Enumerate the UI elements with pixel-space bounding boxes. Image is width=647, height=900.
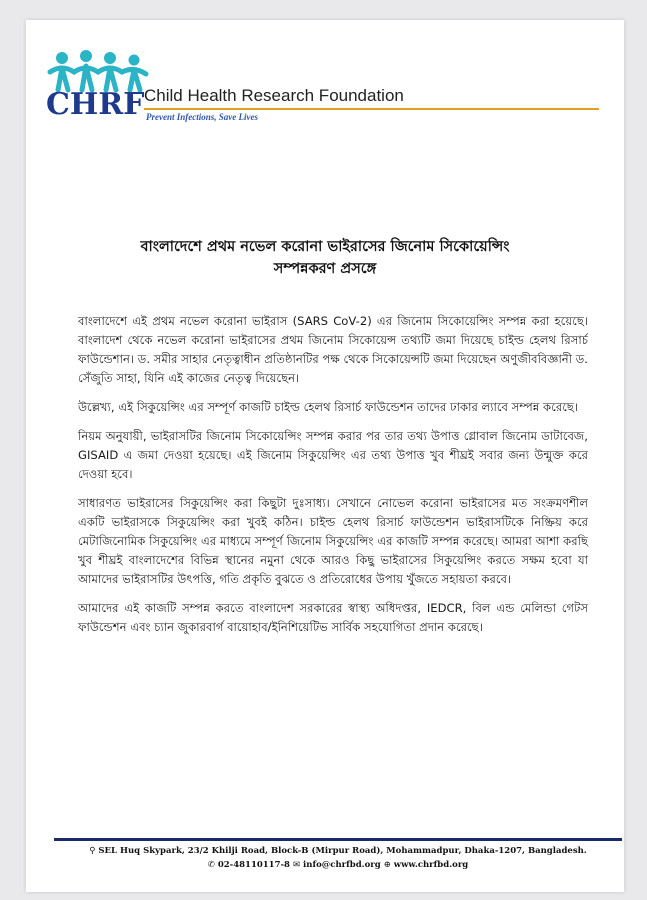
body-paragraph: উল্লেখ্য, এই সিকুয়েন্সিং এর সম্পূর্ণ কাজটি চাইল্ড হেলথ রিসার্চ ফাউন্ডেশন তাদের ঢাকার ল্যাবে সম্পন্ন করেছে। xyxy=(78,400,579,414)
body-paragraph: সাধারণত ভাইরাসের সিকুয়েন্সিং করা কিছুটা দুঃসাধ্য। সেখানে নোভেল করোনা ভাইরাসের মত সংক্রমণশীল একটি ভাইরাসকে সিকুয়েন্সিং করা খুবই কঠিন। চাইল্ড হেলথ রিসার্চ ফাউন্ডেশন ভাইরাসটিকে নিষ্ক্রিয় করে মেটাজিনোমিক সিকুয়েন্সিং এর মাধ্যমে সম্পূর্ণ জিনোম সিকুয়েন্সিং এর কাজটি সম্পন্ন করেছে। আমরা আশা করছি খুব শীঘ্রই বাংলাদেশের বিভিন্ন স্থানের নমুনা থেকে আরও কিছু ভাইরাসের সিকুয়েন্সিং করতে সক্ষম হবো যা আমাদের ভাইরাসটির উৎপত্তি, গতি প্রকৃতি বুঝতে ও প্রতিরোধের উপায় খুঁজতে সহায়তা করবে। xyxy=(78,496,588,586)
mail-icon: ✉ xyxy=(292,860,301,870)
footer-address-line xyxy=(54,844,622,858)
footer-email[interactable]: info@chrfbd.org xyxy=(303,860,381,870)
footer-website[interactable]: www.chrfbd.org xyxy=(393,860,469,870)
organization-name: Child Health Research Foundation xyxy=(144,86,404,105)
body-paragraph: আমাদের এই কাজটি সম্পন্ন করতে বাংলাদেশ সরকারের স্বাস্থ্য অধিদপ্তর, IEDCR, বিল এন্ড মেলিন্ডা গেটস ফাউন্ডেশন এবং চ্যান জুকারবার্গ বায়োহাব/ইনিশিয়েটিভ সার্বিক সহযোগিতা প্রদান করেছে। xyxy=(78,601,588,634)
footer-contact-line xyxy=(54,858,622,872)
document-body xyxy=(78,312,588,647)
header-divider xyxy=(144,108,599,110)
document-title xyxy=(86,236,564,280)
letter-page xyxy=(26,20,624,892)
phone-icon: ✆ xyxy=(207,860,215,870)
footer-phone: 02-48110117-8 xyxy=(217,860,290,870)
body-paragraph: বাংলাদেশে এই প্রথম নভেল করোনা ভাইরাস (SARS CoV-2) এর জিনোম সিকোয়েন্সিং সম্পন্ন করা হয়েছে। বাংলাদেশ থেকে নভেল করোনা ভাইরাসের প্রথম জিনোম সিকোয়েন্স তথ্যটি জমা দিয়েছে চাইল্ড হেলথ রিসার্চ ফাউন্ডেশান। ড. সমীর সাহার নেতৃত্বাধীন প্রতিষ্ঠানটির পক্ষ থেকে সিকোয়েন্সটি জমা দিয়েছেন অণুজীববিজ্ঞানী ড. সেঁজুতি সাহা, যিনি এই কাজের নেতৃত্ব দিয়েছেন। xyxy=(78,314,588,385)
body-paragraph: নিয়ম অনুযায়ী, ভাইরাসটির জিনোম সিকোয়েন্সিং সম্পন্ন করার পর তার তথ্য উপাত্ত গ্লোবাল জিনোম ডাটাবেজ, GISAID এ জমা দেওয়া হয়েছে। এই জিনোম সিকুয়েন্সিং এর তথ্য উপাত্ত খুব শীঘ্রই সবার জন্য উন্মুক্ত করে দেওয়া হবে। xyxy=(78,429,588,481)
location-pin-icon: ⚲ xyxy=(89,846,96,856)
footer-address: SEL Huq Skypark, 23/2 Khilji Road, Block-B (Mirpur Road), Mohammadpur, Dhaka-1207, Bangladesh. xyxy=(98,846,587,856)
organization-tagline: Prevent Infections, Save Lives xyxy=(146,112,258,122)
globe-icon: ⊕ xyxy=(383,860,391,870)
title-line-1: বাংলাদেশে প্রথম নভেল করোনা ভাইরাসের জিনোম সিকোয়েন্সিং xyxy=(140,239,510,255)
footer-divider xyxy=(54,838,622,841)
logo-wordmark: CHRF xyxy=(46,87,145,122)
footer xyxy=(54,844,622,872)
title-line-2: সম্পন্নকরণ প্রসঙ্গে xyxy=(273,261,377,277)
